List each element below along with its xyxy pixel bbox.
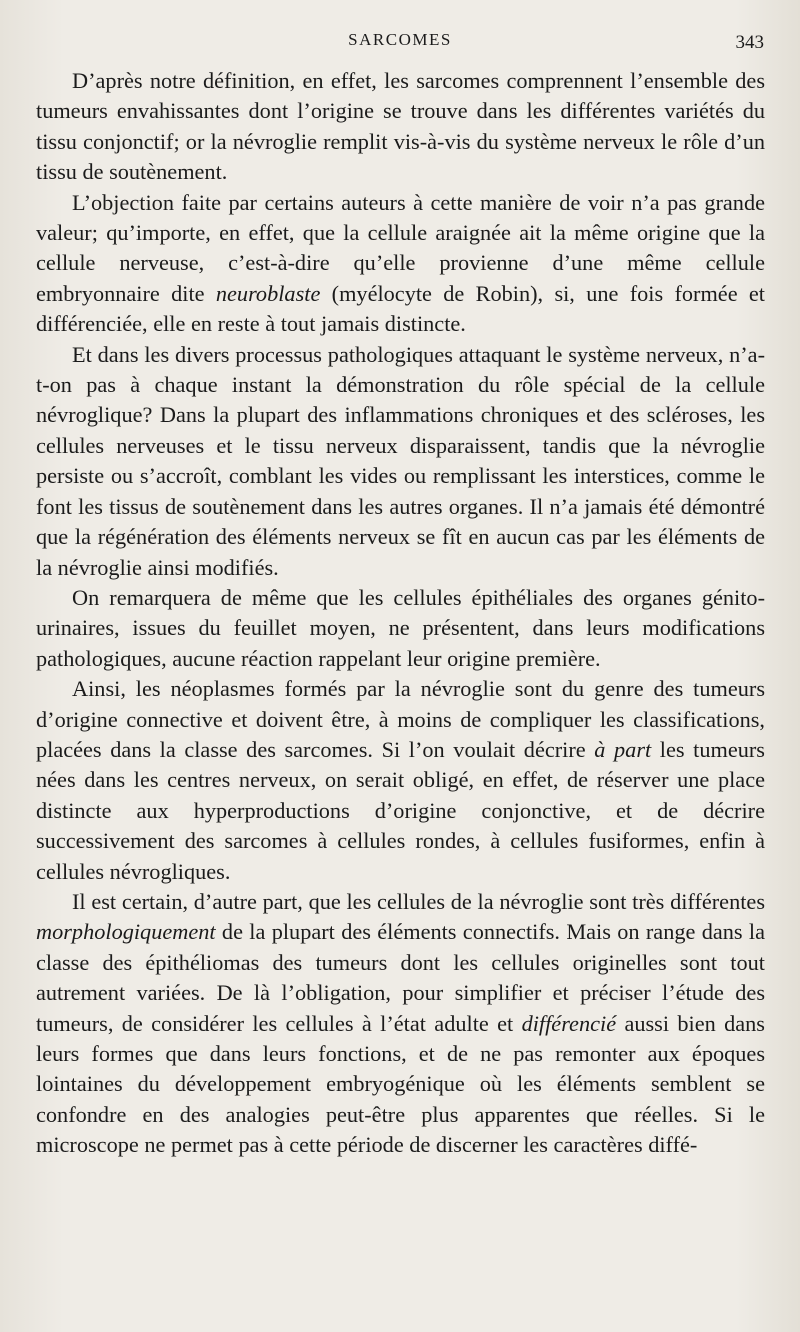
paragraph: Il est certain, d’autre part, que les cellules de la névroglie sont très différentes morphologiquement de la plupart des éléments connectifs. Mais on range dans la classe des épithéliomas des tumeurs dont les cellules originelles sont tout autrement variées. De là l’obligation, pour simplifier et préciser l’étude des tumeurs, de considérer les cellules à l’état adulte et différencié aussi bien dans leurs formes que dans leurs fonctions, et de ne pas remonter aux époques lointaines du développement embryogénique où les éléments semblent se confondre en des analogies peut-être plus apparentes que réelles. Si le microscope ne permet pas à cette période de discerner les caractères diffé-	[36, 888, 765, 1158]
paragraph: L’objection faite par certains auteurs à cette manière de voir n’a pas grande valeur; qu’importe, en effet, que la cellule araignée ait la même origine que la cellule nerveuse, c’est-à-dire qu’elle provienne d’une même cellule embryonnaire dite neuroblaste (myélocyte de Robin), si, une fois formée et différenciée, elle en reste à tout jamais distincte.	[36, 189, 765, 337]
paragraph: Et dans les divers processus pathologiques attaquant le système nerveux, n’a-t-on pas à chaque instant la démonstration du rôle spécial de la cellule névroglique? Dans la plupart des inflammations chroniques et des scléroses, les cellules nerveuses et le tissu nerveux disparaissent, tandis que la névroglie persiste ou s’accroît, comblant les vides ou remplissant les interstices, comme le font les tissus de soutènement dans les autres organes. Il n’a jamais été démontré que la régénération des éléments nerveux se fît en aucun cas par les éléments de la névroglie ainsi modifiés.	[36, 341, 765, 580]
paragraph: Ainsi, les néoplasmes formés par la névroglie sont du genre des tumeurs d’origine connective et doivent être, à moins de compliquer les classifications, placées dans la classe des sarcomes. Si l’on voulait décrire à part les tumeurs nées dans les centres nerveux, on serait obligé, en effet, de réserver une place distincte aux hyperproductions d’origine conjonctive, et de décrire successivement des sarcomes à cellules rondes, à cellules fusiformes, enfin à cellules névrogliques.	[36, 676, 765, 884]
body-text	[36, 66, 765, 1161]
paragraph: D’après notre définition, en effet, les sarcomes comprennent l’ensemble des tumeurs envahissantes dont l’origine se trouve dans les différentes variétés du tissu conjonctif; or la névroglie remplit vis-à-vis du système nerveux le rôle d’un tissu de soutènement.	[36, 68, 765, 185]
emphasized-term: neuroblaste	[215, 280, 321, 306]
paragraph: On remarquera de même que les cellules épithéliales des organes génito-urinaires, issues du feuillet moyen, ne présentent, dans leurs modifications pathologiques, aucune réaction rappelant leur origine première.	[36, 584, 765, 671]
emphasized-term: à part	[594, 736, 652, 762]
emphasized-term: morphologiquement	[36, 919, 216, 945]
emphasized-term: différencié	[521, 1010, 617, 1036]
running-title: SARCOMES	[348, 30, 452, 49]
running-head	[0, 30, 800, 58]
page-number: 343	[735, 32, 764, 53]
